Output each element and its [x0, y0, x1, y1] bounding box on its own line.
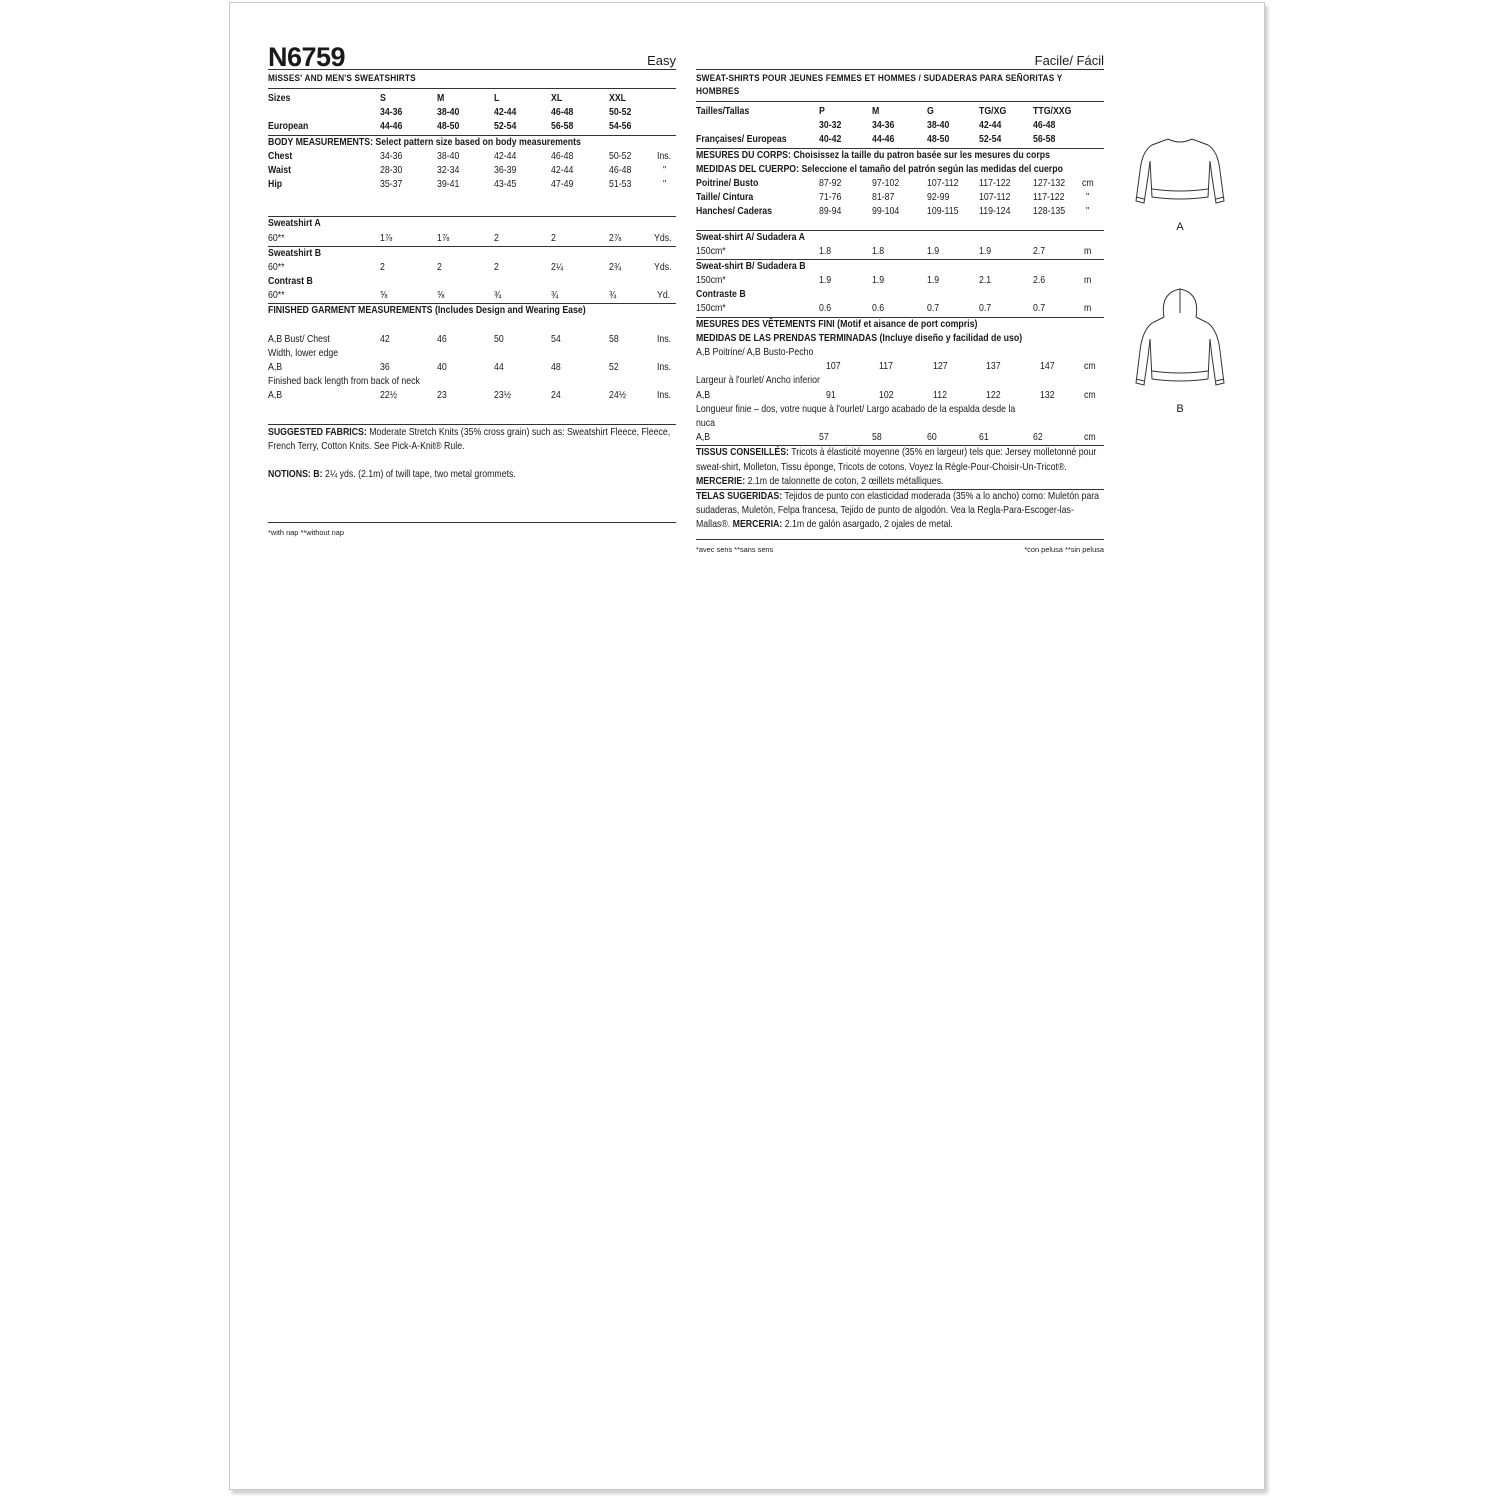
contrast-b-row: 60** ⅝ ⅝ ¾ ¾ ¾ Yd.	[268, 290, 671, 302]
finished-bust-title-fr-es: A,B Poitrine/ A,B Busto-Pecho	[696, 347, 814, 358]
waist-row-fr-es: Taille/ Cintura 71-76 81-87 92-99 107-112 117-122 "	[696, 192, 1090, 204]
hoodie-b-drawing	[1130, 283, 1230, 398]
hip-row-fr-es: Hanches/ Caderas 89-94 99-104 109-115 119-124 128-135 "	[696, 206, 1090, 218]
european-sizes-row-fr-es: Françaises/ Europeas 40-42 44-46 48-50 52-54 56-58	[696, 134, 1056, 146]
contrast-b-label: Contrast B	[268, 276, 313, 288]
body-measurements-heading: BODY MEASUREMENTS: Select pattern size based on body measurements	[268, 136, 581, 148]
footnote-es: *con pelusa **sin pelusa	[1024, 544, 1104, 554]
sizes-row-fr-es: Tailles/Tallas P M G TG/XG TTG/XXG	[696, 106, 1072, 117]
footnote-en: *with nap **without nap	[268, 528, 345, 538]
finished-length-title: Finished back length from back of neck	[268, 376, 420, 388]
yardage-a-row-fr-es: 150cm* 1.8 1.8 1.9 1.9 2.7 m	[696, 245, 1092, 257]
finished-bust-row: A,B Bust/ Chest 42 46 50 54 58 Ins.	[268, 333, 672, 345]
sweatshirt-a-drawing	[1130, 131, 1230, 216]
figure-b	[1120, 283, 1240, 415]
finished-width-row-fr-es: A,B 91 102 112 122 132 cm	[696, 389, 1096, 401]
yardage-b-label-fr-es: Sweat-shirt B/ Sudadera B	[696, 260, 806, 272]
contrast-b-row-fr-es: 150cm* 0.6 0.6 0.7 0.7 0.7 m	[696, 303, 1092, 315]
finished-heading-fr: MESURES DES VÊTEMENTS FINI (Motif et aisance de port compris)	[696, 318, 978, 330]
sizes-row: Sizes S M L XL XXL	[268, 93, 627, 104]
yardage-b-row-fr-es: 150cm* 1.9 1.9 1.9 2.1 2.6 m	[696, 275, 1092, 287]
finished-length-row: A,B 22½ 23 23½ 24 24½ Ins.	[268, 390, 672, 402]
hip-row: Hip 35-37 39-41 43-45 47-49 51-53 "	[268, 179, 667, 191]
chest-row: Chest 34-36 38-40 42-44 46-48 50-52 Ins.	[268, 150, 672, 162]
pattern-title-fr-es: SWEAT-SHIRTS POUR JEUNES FEMMES ET HOMMES / SUDADERAS PARA SEÑORITAS Y HOMBRES	[696, 70, 1104, 102]
pattern-code: N6759	[268, 42, 346, 72]
us-sizes-row: 34-36 38-40 42-44 46-48 50-52	[380, 107, 632, 119]
pattern-envelope-sheet	[229, 2, 1265, 1490]
yardage-b-label: Sweatshirt B	[268, 247, 322, 259]
difficulty-level-fr-es: Facile/ Fácil	[1034, 52, 1104, 68]
finished-heading-es: MEDIDAS DE LAS PRENDAS TERMINADAS (Incluye diseño y facilidad de uso)	[696, 332, 1023, 344]
figure-a-label: A	[1176, 221, 1184, 233]
yardage-a-label: Sweatshirt A	[268, 218, 321, 230]
waist-row: Waist 28-30 32-34 36-39 42-44 46-48 "	[268, 164, 667, 176]
notions: NOTIONS: B: 2¼ yds. (2.1m) of twill tape, two metal grommets.	[268, 468, 516, 480]
body-heading-es: MEDIDAS DEL CUERPO: Seleccione el tamaño del patrón según las medidas del cuerpo	[696, 163, 1063, 175]
difficulty-level: Easy	[647, 52, 676, 68]
finished-length-row-fr-es: A,B 57 58 60 61 62 cm	[696, 432, 1096, 444]
figure-a	[1120, 131, 1240, 233]
finished-bust-row-fr-es: 107 117 127 137 147 cm	[826, 361, 1096, 373]
finished-length-title-fr-es: Longueur finie – dos, votre nuque à l'ourlet/ Largo acabado de la espalda desde la	[696, 403, 1016, 415]
bust-row-fr-es: Poitrine/ Busto 87-92 97-102 107-112 117-122 127-132 cm	[696, 177, 1094, 189]
european-sizes-row: European 44-46 48-50 52-54 56-58 54-56	[268, 121, 632, 133]
footnotes-fr-es	[696, 540, 1104, 555]
pattern-title: MISSES' AND MEN'S SWEATSHIRTS	[268, 70, 676, 89]
telas-sugeridas: TELAS SUGERIDAS: Tejidos de punto con elasticidad moderada (35% a lo ancho) como: Muletón para sudaderas, Muletón, Felpa francesa, Tejido de punto de algodón. Vea la Regla-Para-Escoger-las-Mallas®. MERCERIA: 2.1m de galón asargado, 2 ojales de metal.	[696, 490, 1100, 531]
finished-width-title-fr-es: Largeur à l'ourlet/ Ancho inferior	[696, 375, 820, 387]
finished-heading: FINISHED GARMENT MEASUREMENTS (Includes Design and Wearing Ease)	[268, 305, 586, 317]
finished-length-title2-fr-es: nuca	[696, 417, 716, 429]
english-column	[268, 41, 676, 540]
french-spanish-column	[696, 41, 1104, 555]
yardage-a-row: 60** 1⅞ 1⅞ 2 2 2⅞ Yds.	[268, 232, 672, 244]
header-en	[268, 41, 676, 70]
yardage-b-row: 60** 2 2 2 2¼ 2¾ Yds.	[268, 261, 672, 273]
body-heading-fr: MESURES DU CORPS: Choisissez la taille du patron basée sur les mesures du corps	[696, 149, 1050, 161]
header-fr-es	[696, 41, 1104, 70]
finished-width-row: A,B 36 40 44 48 52 Ins.	[268, 362, 672, 373]
yardage-a-label-fr-es: Sweat-shirt A/ Sudadera A	[696, 231, 805, 243]
footnote-fr: *avec sens **sans sens	[696, 544, 774, 554]
figure-b-label: B	[1176, 403, 1184, 415]
suggested-fabrics: SUGGESTED FABRICS: Moderate Stretch Knits (35% cross grain) such as: Sweatshirt Fleece, Fleece, French Terry, Cotton Knits. See Pick-A-Knit® Rule.	[268, 426, 671, 452]
us-sizes-row-fr-es: 30-32 34-36 38-40 42-44 46-48	[819, 120, 1056, 132]
tissus-conseilles: TISSUS CONSEILLÉS: Tricots à élasticité moyenne (35% en largeur) tels que: Jersey molletonné pour sweat-shirt, Molleton, Tissu éponge, Tricots de cotons. Voyez la Règle-Pour-Choisir-Un-Tricot®. MERCERIE: 2.1m de talonnette de coton, 2 œillets métalliques.	[696, 447, 1097, 487]
finished-width-title: Width, lower edge	[268, 347, 339, 359]
contrast-b-label-fr-es: Contraste B	[696, 289, 746, 301]
